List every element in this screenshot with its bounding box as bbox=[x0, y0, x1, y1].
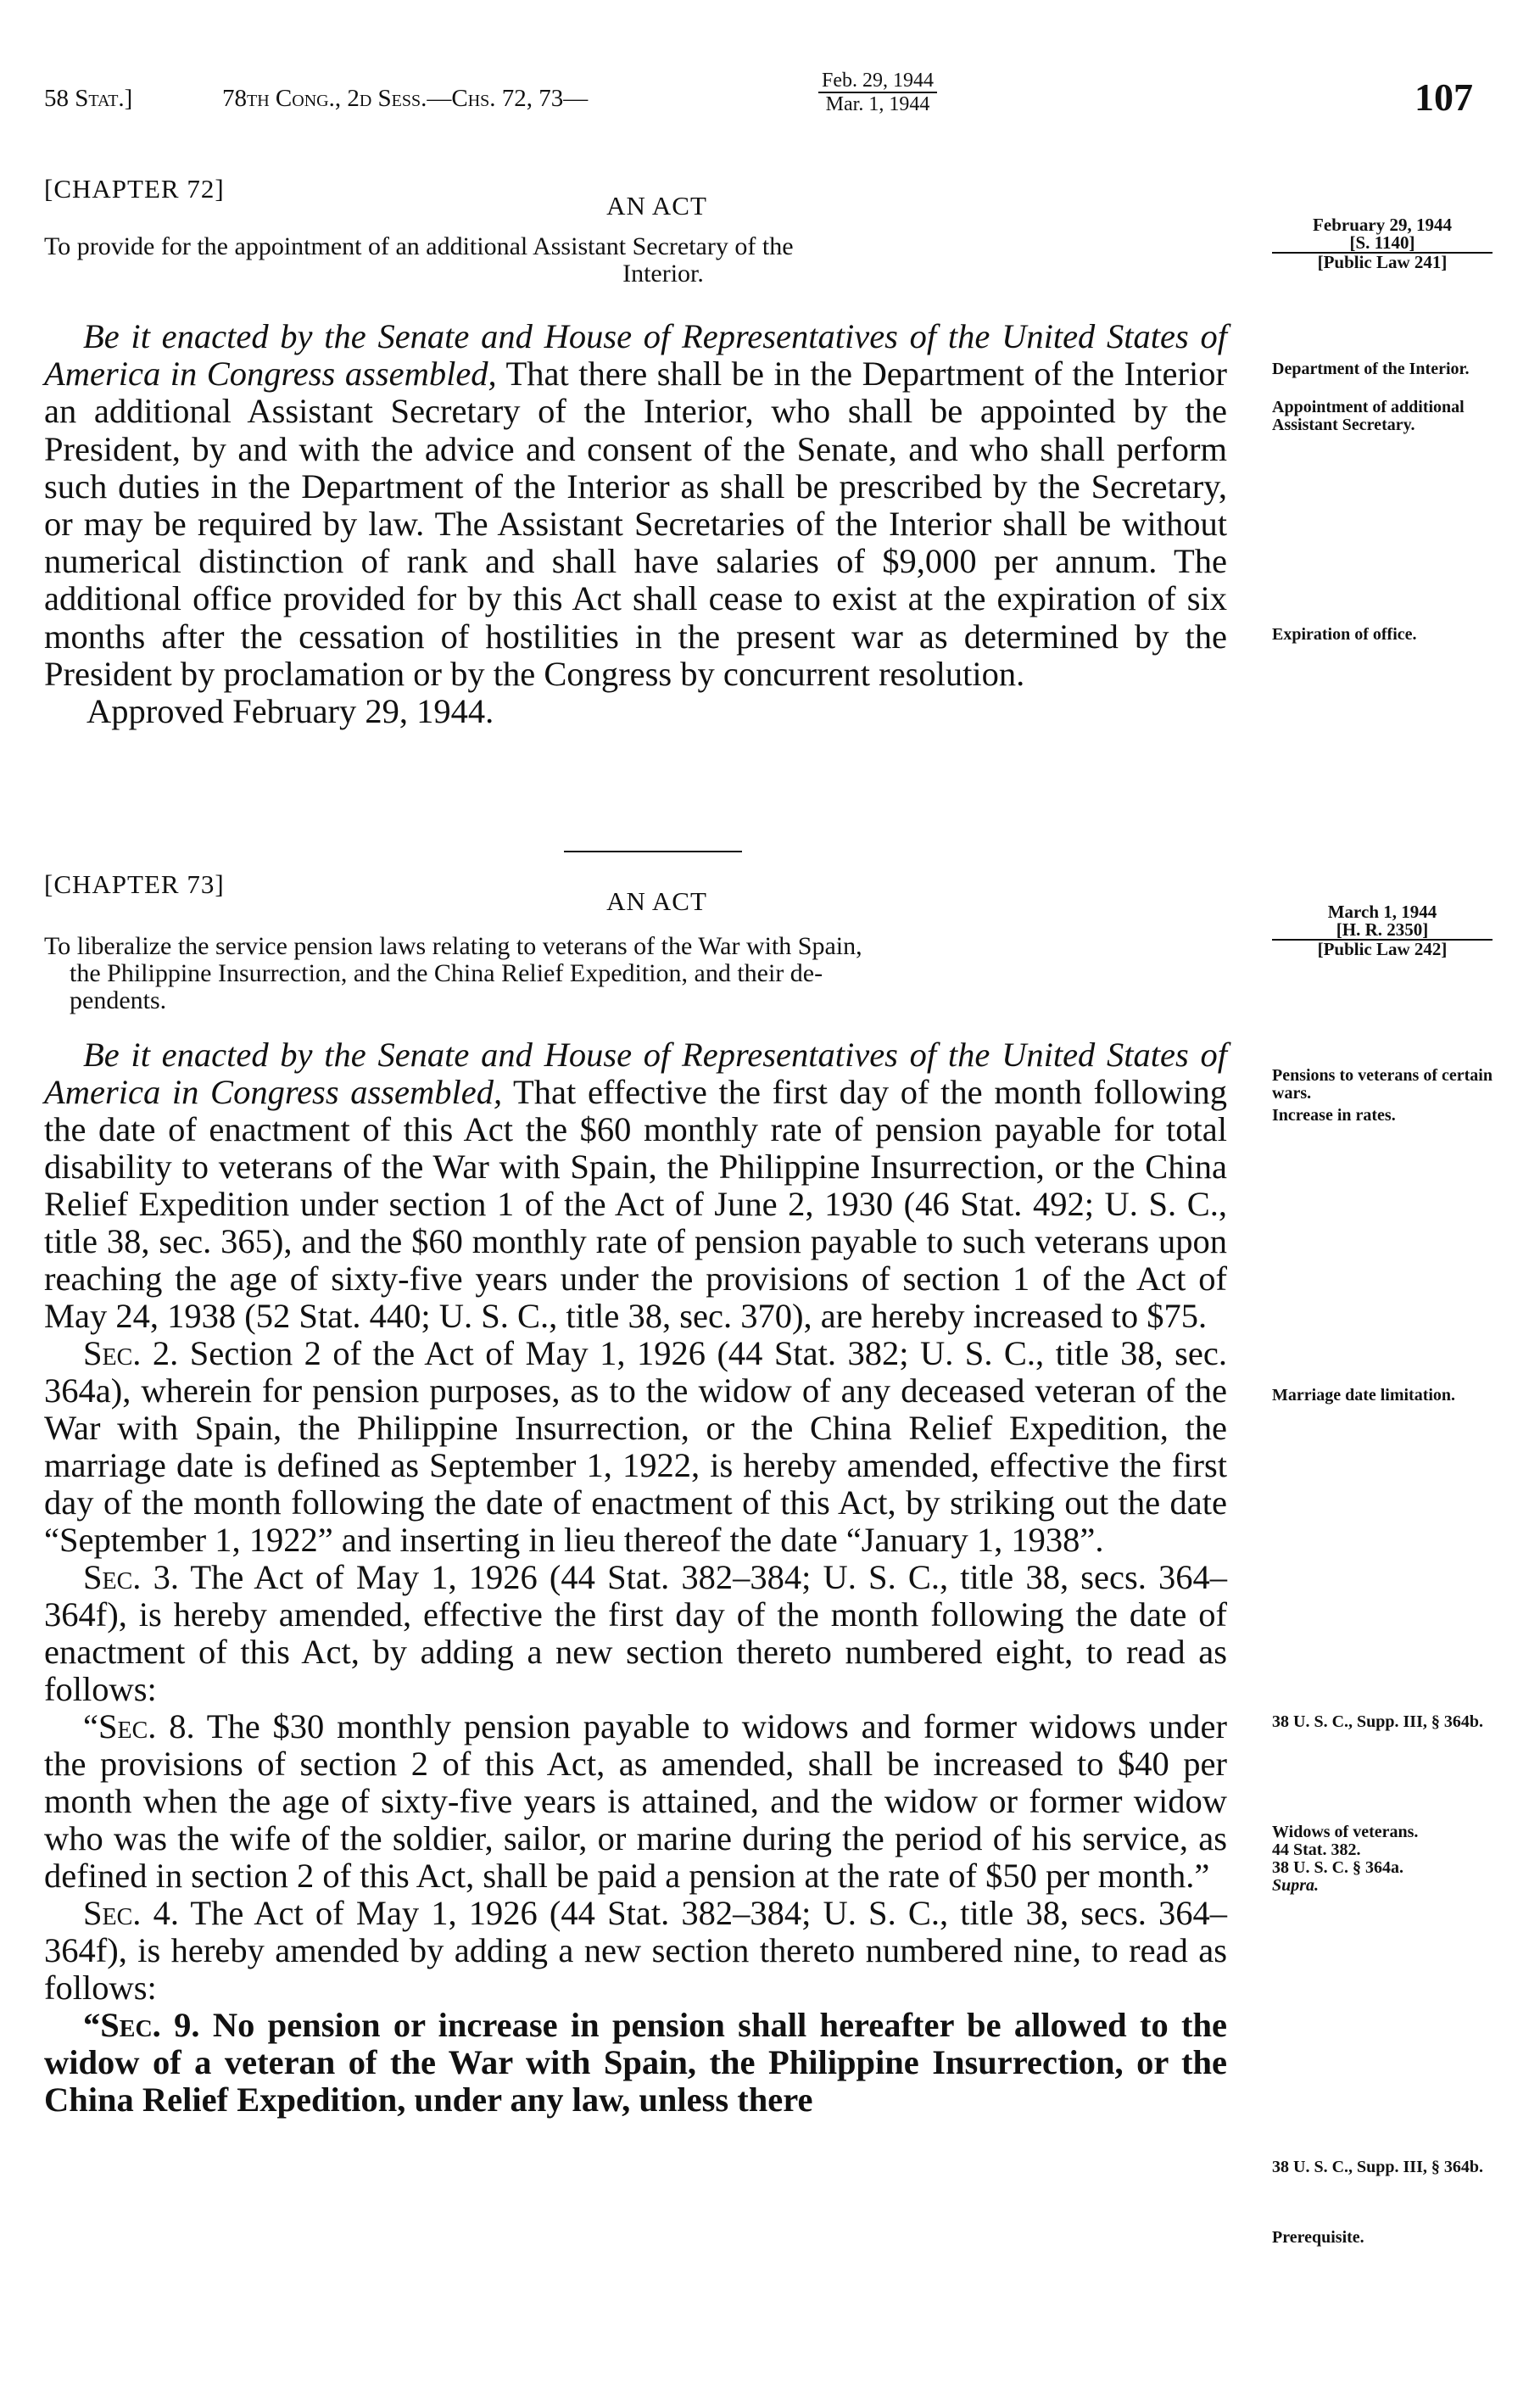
chapter-73-margin-note-4: 38 U. S. C., Supp. III, § 364b. bbox=[1272, 1712, 1483, 1731]
chapter-72-purpose: To provide for the appointment of an additional Assistant Secretary of the Interior. bbox=[44, 232, 794, 288]
section-divider bbox=[564, 851, 742, 852]
chapter-73-margin-note-7: Prerequisite. bbox=[1272, 2228, 1364, 2247]
chapter-72-margin-note-2: Appointment of additional Assistant Secretary. bbox=[1272, 398, 1465, 434]
chapter-72-an-act: AN ACT bbox=[606, 191, 707, 221]
page-number: 107 bbox=[1414, 75, 1473, 119]
running-header-stat: 58 Stat.] bbox=[44, 85, 133, 112]
chapter-73-margin-note-5: Widows of veterans. 44 Stat. 382. 38 U. S. C. § 364a. Supra. bbox=[1272, 1823, 1419, 1895]
chapter-73-purpose: To liberalize the service pension laws relating to veterans of the War with Spain, the Philippine Insurrection, and the China Relief Expedition, and their de- pendents. bbox=[44, 932, 862, 1014]
chapter-72-body: Be it enacted by the Senate and House of Representatives of the United States of America in Congress assembled, That there shall be in the Department of the Interior an additional Assistant Secretary of the Interior, who shall be appointed by the President, by and with the advice and consent of the Senate, and who shall perform such duties in the Department of the Interior as shall be prescribed by the Secretary, or may be required by law. The Assistant Secretaries of the Interior shall be without numerical distinction of rank and shall have salaries of $9,000 per annum. The additional office provided for by this Act shall cease to exist at the expiration of six months after the cessation of hostilities in the present war as determined by the President by proclamation or by the Congress by concurrent resolution. Approved February 29, 1944. bbox=[44, 317, 1227, 731]
chapter-73-an-act: AN ACT bbox=[606, 886, 707, 916]
chapter-73-margin-note-1: Pensions to veterans of certain wars. bbox=[1272, 1066, 1493, 1103]
chapter-73-body: Be it enacted by the Senate and House of Representatives of the United States of America in Congress assembled, That effective the first day of the month following the date of enactment of this Act the $60 monthly rate of pension payable for total disability to veterans of the War with Spain, the Philippine Insurrection, or the China Relief Expedition under section 1 of the Act of June 2, 1930 (46 Stat. 492; U. S. C., title 38, sec. 365), and the $60 monthly rate of pension payable to such veterans upon reaching the age of sixty-five years under the provisions of section 1 of the Act of May 24, 1938 (52 Stat. 440; U. S. C., title 38, sec. 370), are hereby increased to $75. Sec. 2. Section 2 of the Act of May 1, 1926 (44 Stat. 382; U. S. C., title 38, sec. 364a), wherein for pension purposes, as to the widow of any deceased veteran of the War with Spain, the Philippine Insurrection, or the China Relief Expedition, the marriage date is defined as September 1, 1922, is hereby amended, effective the first day of the month following the date of enactment of this Act, by striking out the date “September 1, 1922” and inserting in lieu thereof the date “January 1, 1938”. Sec. 3. The Act of May 1, 1926 (44 Stat. 382–384; U. S. C., title 38, secs. 364–364f), is hereby amended, effective the first day of the month following the date of enactment of this Act, by adding a new section thereto numbered eight, to read as follows: “Sec. 8. The $30 monthly pension payable to widows and former widows under the provisions of section 2 of this Act, as amended, shall be increased to $40 per month when the age of sixty-five years is attained, and the widow or former widow who was the wife of the soldier, sailor, or marine during the period of his service, as defined in section 2 of this Act, shall be paid a pension at the rate of $50 per month.” Sec. 4. The Act of May 1, 1926 (44 Stat. 382–384; U. S. C., title 38, secs. 364–364f), is hereby amended by adding a new section thereto numbered nine, to read as follows: “Sec. 9. No pension or increase in pension shall hereafter be allowed to the widow of a veteran of the War with Spain, the Philippine Insurrection, or the China Relief Expedition, under any law, unless there bbox=[44, 1036, 1228, 2119]
chapter-73-margin-note-2: Increase in rates. bbox=[1272, 1106, 1396, 1125]
chapter-72-margin-note-1: Department of the Interior. bbox=[1272, 360, 1470, 378]
chapter-73-heading: [CHAPTER 73] bbox=[44, 869, 225, 899]
chapter-73-margin-note-3: Marriage date limitation. bbox=[1272, 1386, 1456, 1405]
chapter-73-margin-note-6: 38 U. S. C., Supp. III, § 364b. bbox=[1272, 2158, 1483, 2176]
running-header-congress: 78th Cong., 2d Sess.—Chs. 72, 73— bbox=[222, 85, 589, 112]
chapter-72-heading: [CHAPTER 72] bbox=[44, 174, 225, 204]
chapter-72-margin-note-3: Expiration of office. bbox=[1272, 625, 1417, 644]
running-header-dates: $\frac{\text{Feb. 29, 1944}}{\text{Mar. 1, 1944}}$ bbox=[818, 70, 937, 115]
chapter-72-sidenote: February 29, 1944 [S. 1140] [Public Law 241] bbox=[1272, 216, 1493, 271]
chapter-73-sidenote: March 1, 1944 [H. R. 2350] [Public Law 242] bbox=[1272, 903, 1493, 958]
